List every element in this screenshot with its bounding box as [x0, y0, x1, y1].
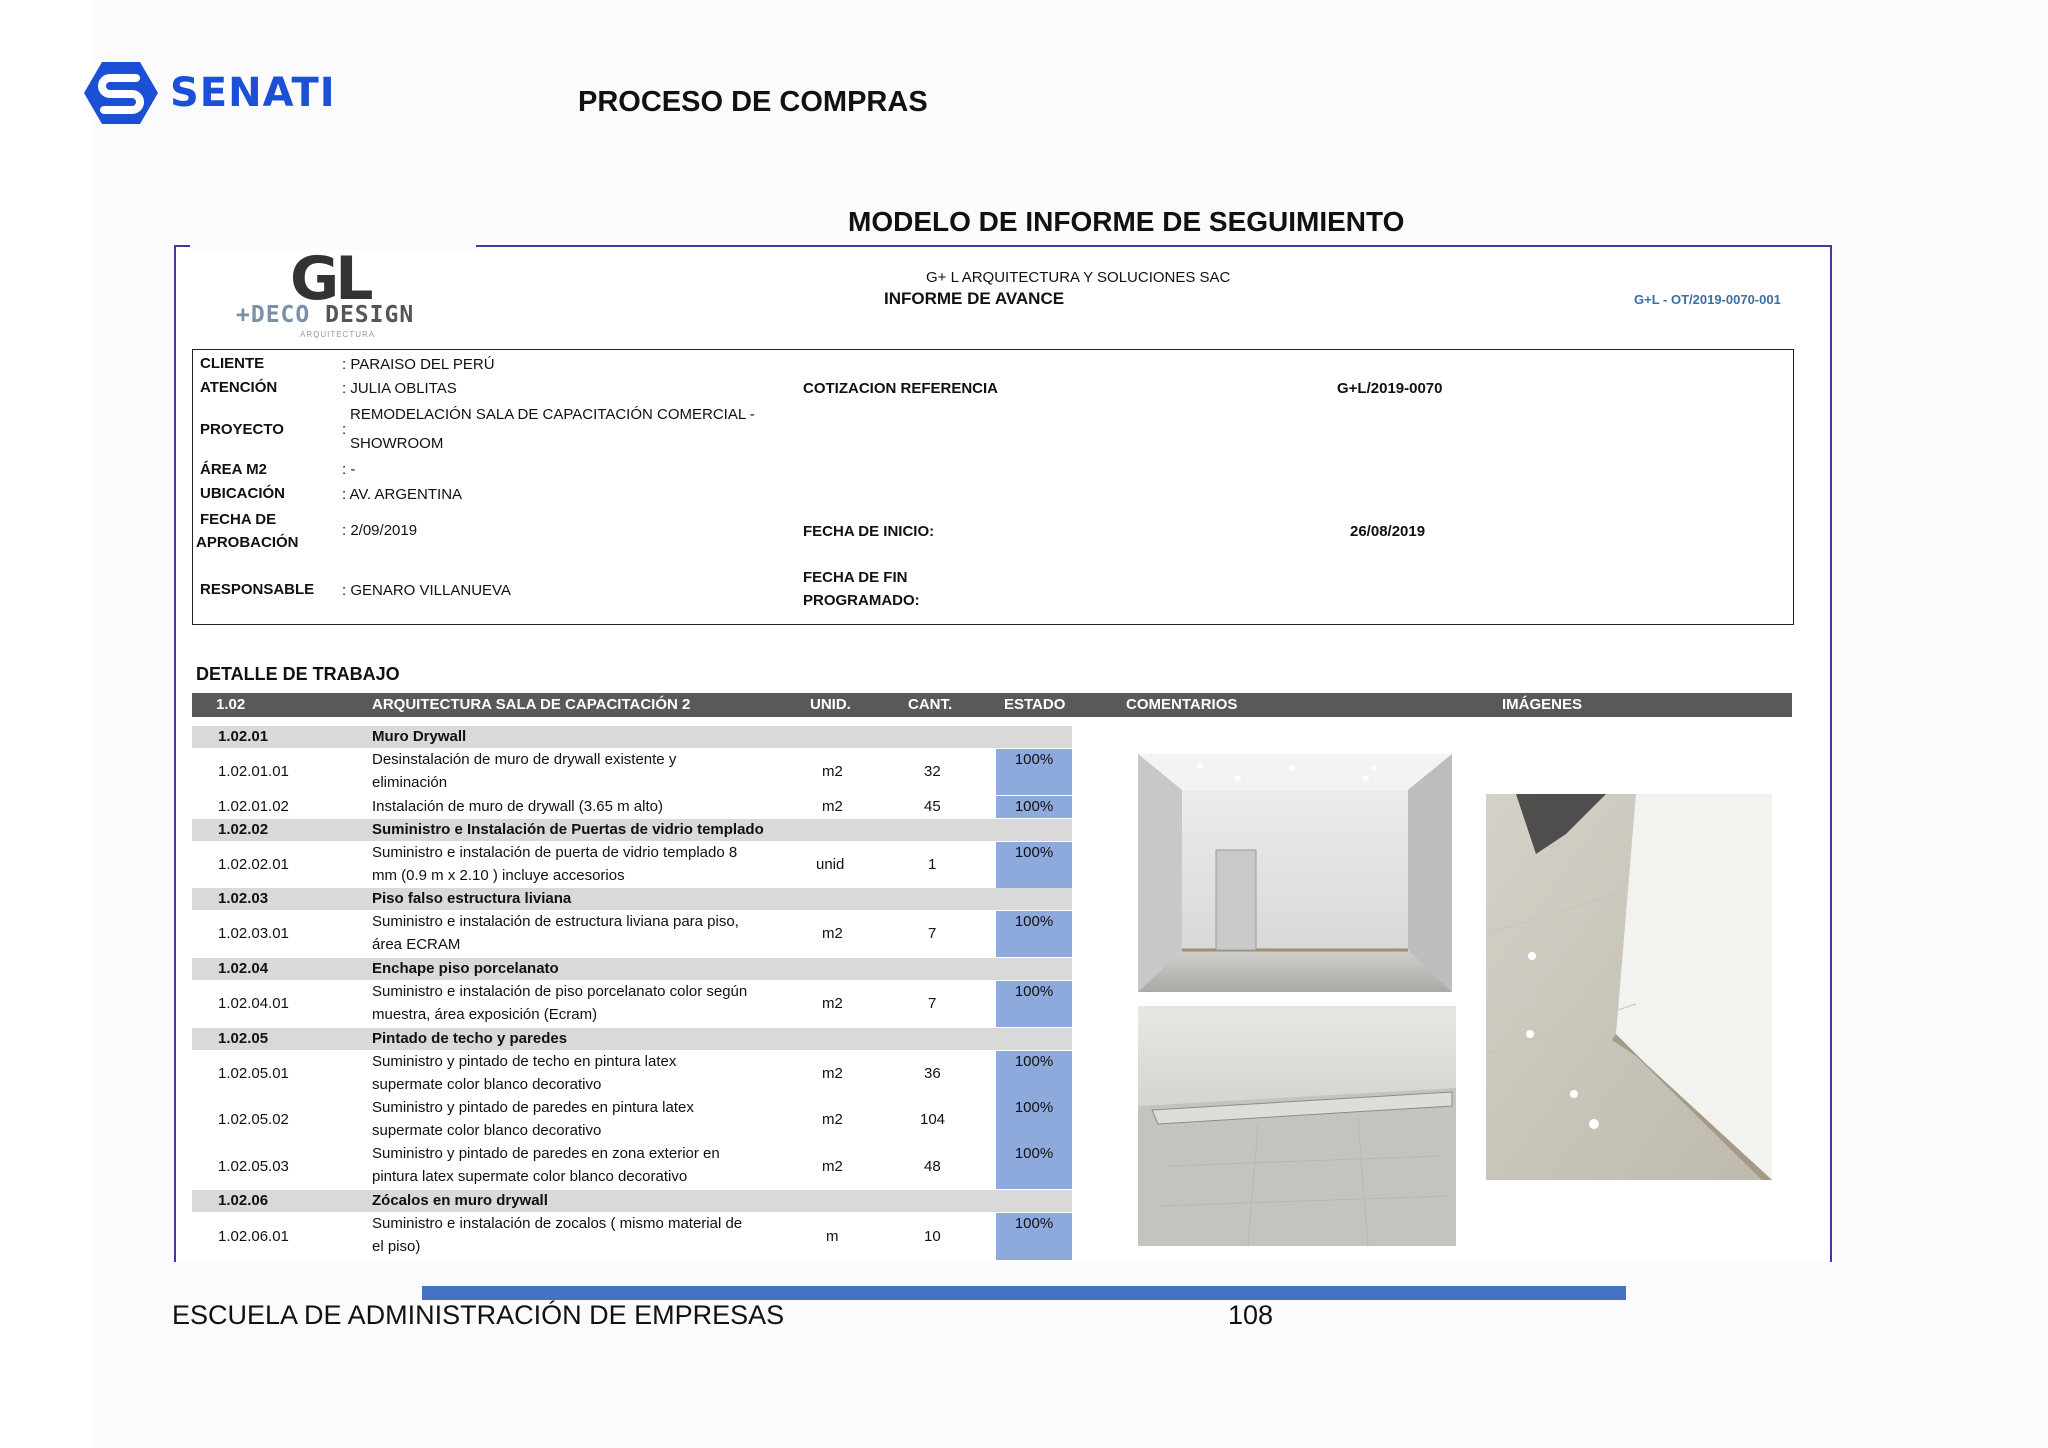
- item-unid: unid: [816, 856, 845, 873]
- header-cant: CANT.: [908, 696, 953, 713]
- item-cant: 32: [924, 763, 941, 780]
- area-label: ÁREA M2: [200, 461, 267, 478]
- section-name: Pintado de techo y paredes: [372, 1030, 568, 1047]
- report-title: INFORME DE AVANCE: [884, 289, 1065, 308]
- item-code: 1.02.01.01: [218, 763, 289, 780]
- item-cant: 36: [924, 1065, 941, 1082]
- item-desc-line2: pintura latex supermate color blanco decorativo: [372, 1168, 688, 1185]
- senati-logo-icon: [84, 60, 158, 126]
- item-desc-line1: Suministro y pintado de techo en pintura latex: [372, 1053, 677, 1070]
- logo-deco-plus: +DECO: [236, 302, 311, 328]
- estado-cell: [996, 749, 1072, 795]
- section-name: Piso falso estructura liviana: [372, 890, 572, 907]
- estado-value: 100%: [1014, 844, 1054, 861]
- item-unid: m2: [822, 995, 843, 1012]
- section-code: 1.02.04: [218, 960, 269, 977]
- item-desc-line2: supermate color blanco decorativo: [372, 1076, 602, 1093]
- item-desc-line1: Suministro e instalación de puerta de vidrio templado 8: [372, 844, 738, 861]
- item-code: 1.02.04.01: [218, 995, 289, 1012]
- item-code: 1.02.05.03: [218, 1158, 289, 1175]
- item-code: 1.02.03.01: [218, 925, 289, 942]
- item-code: 1.02.02.01: [218, 856, 289, 873]
- item-desc-line1: Suministro y pintado de paredes en zona exterior en: [372, 1145, 720, 1162]
- logo-deco-design: [236, 302, 414, 328]
- header-description: ARQUITECTURA SALA DE CAPACITACIÓN 2: [372, 696, 691, 713]
- item-code: 1.02.01.02: [218, 798, 289, 815]
- item-cant: 7: [928, 925, 937, 942]
- item-unid: m2: [822, 798, 843, 815]
- estado-cell: [996, 1213, 1072, 1260]
- estado-cell: [996, 796, 1072, 818]
- logo-subtitle: ARQUITECTURA: [300, 330, 376, 339]
- aprobacion-label-line1: FECHA DE: [200, 511, 277, 528]
- estado-cell: [996, 842, 1072, 888]
- item-desc-line1: Desinstalación de muro de drywall existente y: [372, 751, 677, 768]
- room-photo: [1486, 794, 1772, 1180]
- item-desc-line2: muestra, área exposición (Ecram): [372, 1006, 598, 1023]
- section-row: [192, 819, 1072, 841]
- item-cant: 10: [924, 1228, 941, 1245]
- item-code: 1.02.06.01: [218, 1228, 289, 1245]
- page-number: 108: [1228, 1300, 1274, 1330]
- responsable-value: : GENARO VILLANUEVA: [342, 582, 511, 599]
- item-unid: m2: [822, 1111, 843, 1128]
- item-desc-line1: Suministro e instalación de zocalos ( mismo material de: [372, 1215, 743, 1232]
- header-code: 1.02: [216, 696, 246, 713]
- ubicacion-value: : AV. ARGENTINA: [342, 486, 463, 503]
- logo-design: DESIGN: [325, 302, 415, 328]
- logo-letters: GL: [290, 244, 370, 314]
- header-unid: UNID.: [810, 696, 851, 713]
- estado-value: 100%: [1014, 983, 1054, 1000]
- item-cant: 45: [924, 798, 941, 815]
- section-code: 1.02.02: [218, 821, 269, 838]
- area-value: : -: [342, 461, 356, 478]
- section-code: 1.02.06: [218, 1192, 269, 1209]
- item-unid: m2: [822, 763, 843, 780]
- company-name: G+ L ARQUITECTURA Y SOLUCIONES SAC: [926, 269, 1231, 286]
- cliente-value: : PARAISO DEL PERÚ: [342, 356, 495, 373]
- item-cant: 7: [928, 995, 937, 1012]
- section-row: [192, 1028, 1072, 1050]
- item-code: 1.02.05.02: [218, 1111, 289, 1128]
- section-code: 1.02.01: [218, 728, 269, 745]
- proyecto-colon: :: [342, 421, 347, 438]
- responsable-label: RESPONSABLE: [200, 581, 315, 598]
- cotizacion-value: G+L/2019-0070: [1337, 380, 1443, 397]
- section-row: [192, 888, 1072, 910]
- estado-cell: [996, 1143, 1072, 1189]
- footer-school: ESCUELA DE ADMINISTRACIÓN DE EMPRESAS: [172, 1300, 785, 1330]
- fecha-inicio-value: 26/08/2019: [1350, 523, 1426, 540]
- section-name: Muro Drywall: [372, 728, 467, 745]
- item-desc-line1: Suministro e instalación de estructura liviana para piso,: [372, 913, 739, 930]
- ubicacion-label: UBICACIÓN: [200, 485, 285, 502]
- section-name: Zócalos en muro drywall: [372, 1192, 548, 1209]
- model-title: MODELO DE INFORME DE SEGUIMIENTO: [848, 206, 1405, 237]
- estado-cell: [996, 1097, 1072, 1143]
- section-row: [192, 958, 1072, 980]
- cotizacion-label: COTIZACION REFERENCIA: [803, 380, 998, 397]
- item-unid: m2: [822, 1065, 843, 1082]
- item-desc-line2: el piso): [372, 1238, 421, 1255]
- cliente-label: CLIENTE: [200, 355, 265, 372]
- item-desc-line1: Suministro y pintado de paredes en pintura latex: [372, 1099, 694, 1116]
- section-name: Suministro e Instalación de Puertas de vidrio templado: [372, 821, 764, 838]
- header-estado: ESTADO: [1004, 696, 1066, 713]
- estado-value: 100%: [1014, 798, 1054, 815]
- aprobacion-value: : 2/09/2019: [342, 522, 418, 539]
- room-photo: [1138, 754, 1452, 992]
- item-unid: m2: [822, 925, 843, 942]
- item-desc-line1: Suministro e instalación de piso porcelanato color según: [372, 983, 748, 1000]
- item-cant: 1: [928, 856, 937, 873]
- proyecto-label: PROYECTO: [200, 421, 284, 438]
- aprobacion-label-line2: APROBACIÓN: [196, 534, 299, 551]
- estado-cell: [996, 981, 1072, 1027]
- section-code: 1.02.05: [218, 1030, 269, 1047]
- atencion-value: : JULIA OBLITAS: [342, 380, 457, 397]
- item-unid: m: [826, 1228, 839, 1245]
- estado-value: 100%: [1014, 913, 1054, 930]
- item-desc-line2: mm (0.9 m x 2.10 ) incluye accesorios: [372, 867, 625, 884]
- process-title: PROCESO DE COMPRAS: [578, 86, 928, 118]
- table-header: [192, 693, 1792, 717]
- report-code: G+L - OT/2019-0070-001: [1634, 292, 1781, 307]
- detail-title: DETALLE DE TRABAJO: [196, 664, 400, 684]
- item-cant: 104: [920, 1111, 946, 1128]
- section-code: 1.02.03: [218, 890, 269, 907]
- section-row: [192, 726, 1072, 748]
- header-comentarios: COMENTARIOS: [1126, 696, 1238, 713]
- item-desc-line1: Instalación de muro de drywall (3.65 m alto): [372, 798, 663, 815]
- fecha-fin-label-line1: FECHA DE FIN: [803, 569, 908, 586]
- item-desc-line2: supermate color blanco decorativo: [372, 1122, 602, 1139]
- item-desc-line2: eliminación: [372, 774, 448, 791]
- brand-name: SENATI: [170, 70, 336, 116]
- estado-value: 100%: [1014, 1215, 1054, 1232]
- item-unid: m2: [822, 1158, 843, 1175]
- estado-value: 100%: [1014, 1099, 1054, 1116]
- atencion-label: ATENCIÓN: [200, 379, 278, 396]
- section-name: Enchape piso porcelanato: [372, 960, 559, 977]
- header-imagenes: IMÁGENES: [1502, 696, 1583, 713]
- proyecto-value-line2: SHOWROOM: [350, 435, 444, 452]
- estado-value: 100%: [1014, 1145, 1054, 1162]
- fecha-fin-label-line2: PROGRAMADO:: [803, 592, 920, 609]
- fecha-inicio-label: FECHA DE INICIO:: [803, 523, 935, 540]
- item-desc-line2: área ECRAM: [372, 936, 461, 953]
- estado-value: 100%: [1014, 1053, 1054, 1070]
- proyecto-value-line1: REMODELACIÓN SALA DE CAPACITACIÓN COMERCIAL -: [350, 406, 755, 423]
- item-cant: 48: [924, 1158, 941, 1175]
- estado-cell: [996, 911, 1072, 957]
- section-row: [192, 1190, 1072, 1212]
- footer-bar: [422, 1286, 1626, 1300]
- item-code: 1.02.05.01: [218, 1065, 289, 1082]
- room-photo: [1138, 1006, 1456, 1246]
- estado-value: 100%: [1014, 751, 1054, 768]
- estado-cell: [996, 1051, 1072, 1097]
